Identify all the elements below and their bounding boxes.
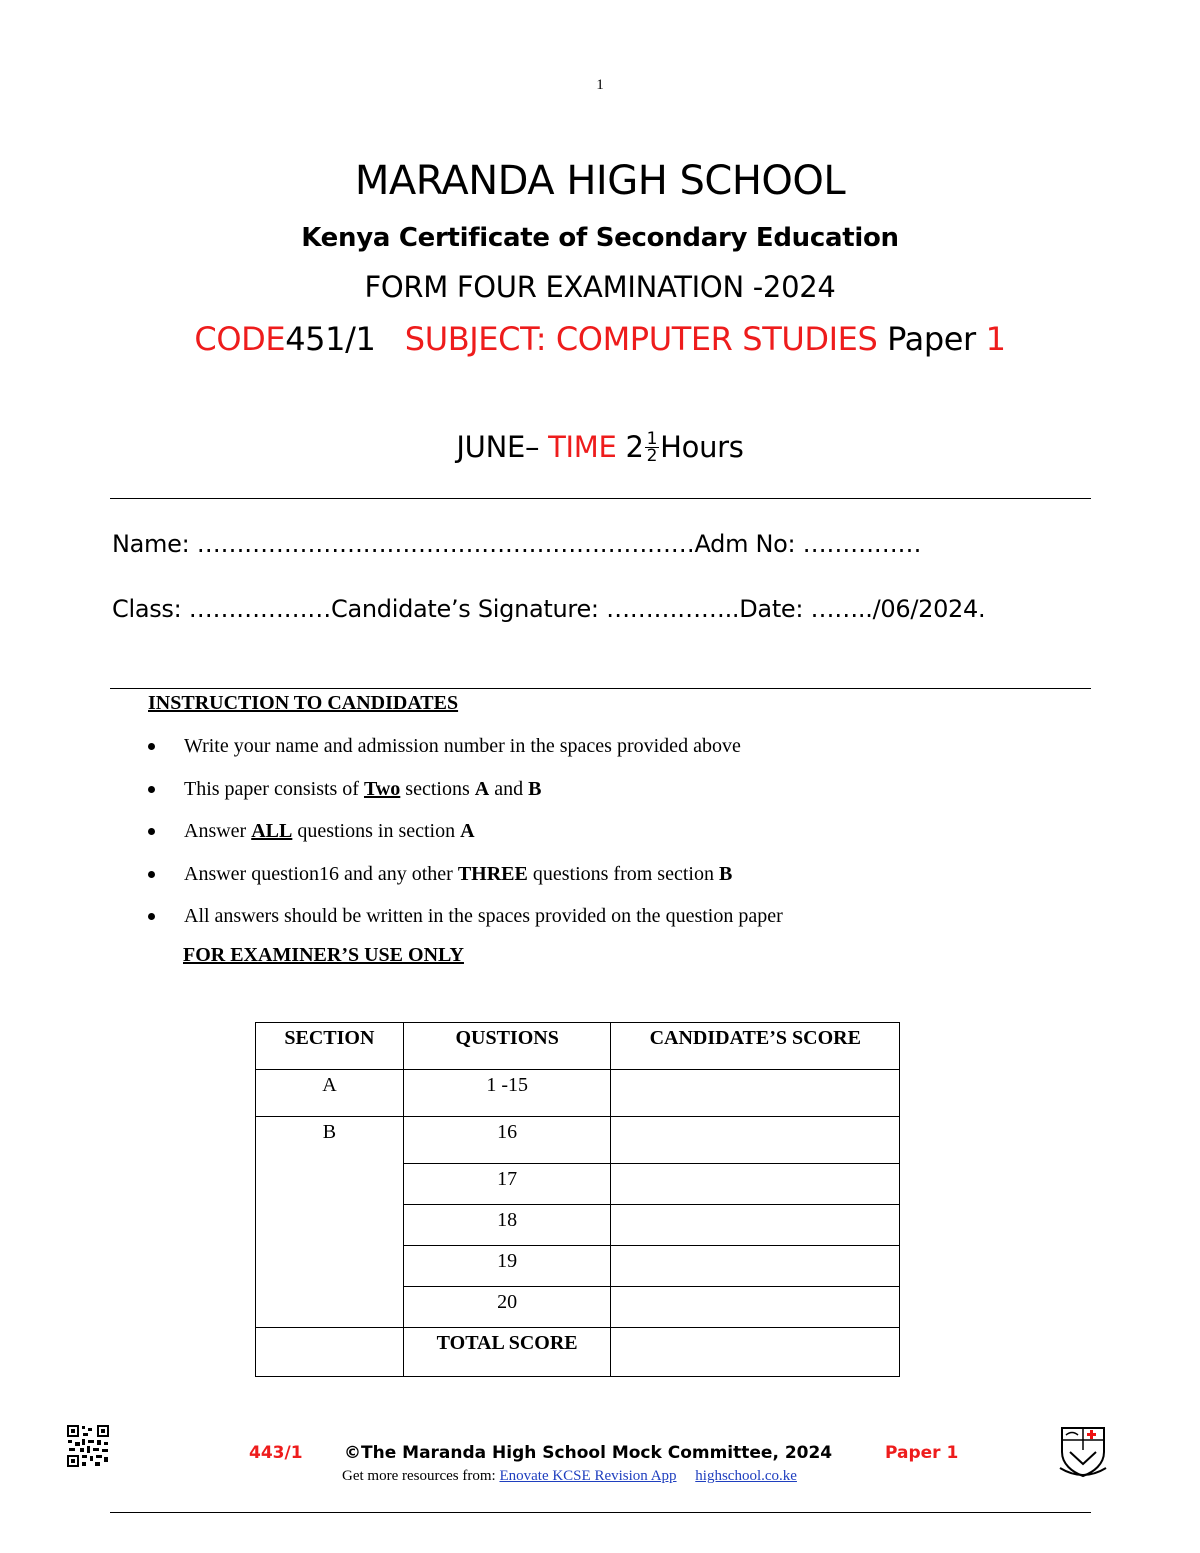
time-label: TIME <box>548 430 617 464</box>
paper-number: 1 <box>985 320 1006 358</box>
adm-label: Adm No: <box>694 530 796 558</box>
footer-copyright: ©The Maranda High School Mock Committee, 2024 <box>344 1443 833 1463</box>
list-item <box>140 895 783 938</box>
name-field[interactable]: ……………………………………………………… <box>196 530 695 558</box>
resources-label: Get more resources from: <box>342 1468 500 1484</box>
total-score-cell[interactable] <box>611 1328 900 1377</box>
page-number: 1 <box>596 77 604 93</box>
fraction-numerator: 1 <box>646 428 658 449</box>
footer-code: 443/1 <box>249 1443 303 1463</box>
questions-cell: 19 <box>403 1246 611 1287</box>
score-cell[interactable] <box>611 1164 900 1205</box>
code-label: CODE <box>194 320 286 358</box>
list-item <box>140 725 783 768</box>
questions-cell: 16 <box>403 1117 611 1164</box>
instruction-text: Answer question16 and any other <box>184 862 458 885</box>
fraction-denominator: 2 <box>646 445 658 466</box>
divider-top <box>110 498 1091 499</box>
instructions-list <box>140 725 783 938</box>
header-questions: QUSTIONS <box>403 1023 611 1070</box>
date-field[interactable]: …….. <box>810 595 873 623</box>
code-subject-line <box>0 320 1200 358</box>
adm-field[interactable]: …………… <box>802 530 922 558</box>
time-line <box>0 430 1200 466</box>
signature-field[interactable]: …………….. <box>606 595 740 623</box>
header-score: CANDIDATE’S SCORE <box>611 1023 900 1070</box>
signature-label: Candidate’s Signature: <box>330 595 599 623</box>
subject-label: SUBJECT: COMPUTER STUDIES <box>404 320 878 358</box>
instruction-emphasis: B <box>718 862 733 885</box>
exam-title: FORM FOUR EXAMINATION -2024 <box>364 270 836 304</box>
enovate-app-link[interactable]: Enovate KCSE Revision App <box>499 1468 677 1484</box>
time-whole: 2 <box>625 430 644 464</box>
class-signature-date-row <box>112 595 985 623</box>
questions-cell: 18 <box>403 1205 611 1246</box>
certificate-title: Kenya Certificate of Secondary Education <box>301 223 899 253</box>
class-label: Class: <box>112 595 182 623</box>
date-label: Date: <box>739 595 804 623</box>
table-header-row <box>256 1023 900 1070</box>
score-cell[interactable] <box>611 1117 900 1164</box>
total-label: TOTAL SCORE <box>403 1328 611 1377</box>
table-row <box>256 1117 900 1164</box>
code-value: 451/1 <box>285 320 376 358</box>
header-section: SECTION <box>256 1023 404 1070</box>
name-adm-row <box>112 530 921 558</box>
table-total-row <box>256 1328 900 1377</box>
score-cell[interactable] <box>611 1246 900 1287</box>
divider-instructions <box>110 688 1091 689</box>
section-cell: B <box>256 1117 404 1328</box>
questions-cell: 17 <box>403 1164 611 1205</box>
school-crest-icon <box>1058 1424 1108 1480</box>
score-cell[interactable] <box>611 1205 900 1246</box>
instruction-emphasis: A <box>460 820 475 842</box>
list-item <box>140 853 783 896</box>
list-item <box>140 768 783 811</box>
instruction-emphasis: Two <box>363 777 401 800</box>
time-fraction <box>645 428 660 466</box>
footer-resources <box>342 1468 797 1485</box>
instruction-text: questions from section <box>527 862 719 885</box>
divider-footer <box>110 1512 1091 1513</box>
instruction-text: Write your name and admission number in the spaces provided above <box>184 735 741 757</box>
instruction-text: and <box>489 777 529 800</box>
highschool-link[interactable]: highschool.co.ke <box>695 1468 797 1484</box>
instruction-emphasis: A <box>474 777 490 800</box>
instruction-emphasis: B <box>528 777 542 800</box>
score-cell[interactable] <box>611 1287 900 1328</box>
instruction-text: sections <box>400 777 475 800</box>
instruction-text: All answers should be written in the spaces provided on the question paper <box>184 905 783 927</box>
score-cell[interactable] <box>611 1070 900 1117</box>
questions-cell: 1 -15 <box>403 1070 611 1117</box>
date-suffix: /06/2024. <box>872 595 986 623</box>
paper-word: Paper <box>887 320 976 358</box>
footer-paper: Paper 1 <box>885 1443 959 1463</box>
instruction-text: Answer <box>184 820 252 842</box>
questions-cell: 20 <box>403 1287 611 1328</box>
school-name: MARANDA HIGH SCHOOL <box>354 158 846 204</box>
name-label: Name: <box>112 530 190 558</box>
instructions-heading: INSTRUCTION TO CANDIDATES <box>148 692 459 714</box>
instruction-text: questions in section <box>292 820 461 842</box>
section-cell: A <box>256 1070 404 1117</box>
class-field[interactable]: ……………… <box>188 595 331 623</box>
list-item <box>140 810 783 853</box>
table-row <box>256 1070 900 1117</box>
examiner-heading: FOR EXAMINER’S USE ONLY <box>183 944 464 966</box>
instruction-text: This paper consists of <box>184 777 364 800</box>
score-table <box>255 1022 900 1377</box>
time-unit: Hours <box>660 430 744 464</box>
exam-month: JUNE– <box>456 430 540 464</box>
instruction-emphasis: THREE <box>457 862 528 885</box>
qr-code-icon <box>66 1424 110 1468</box>
instruction-emphasis: ALL <box>251 820 293 842</box>
empty-cell <box>256 1328 404 1377</box>
